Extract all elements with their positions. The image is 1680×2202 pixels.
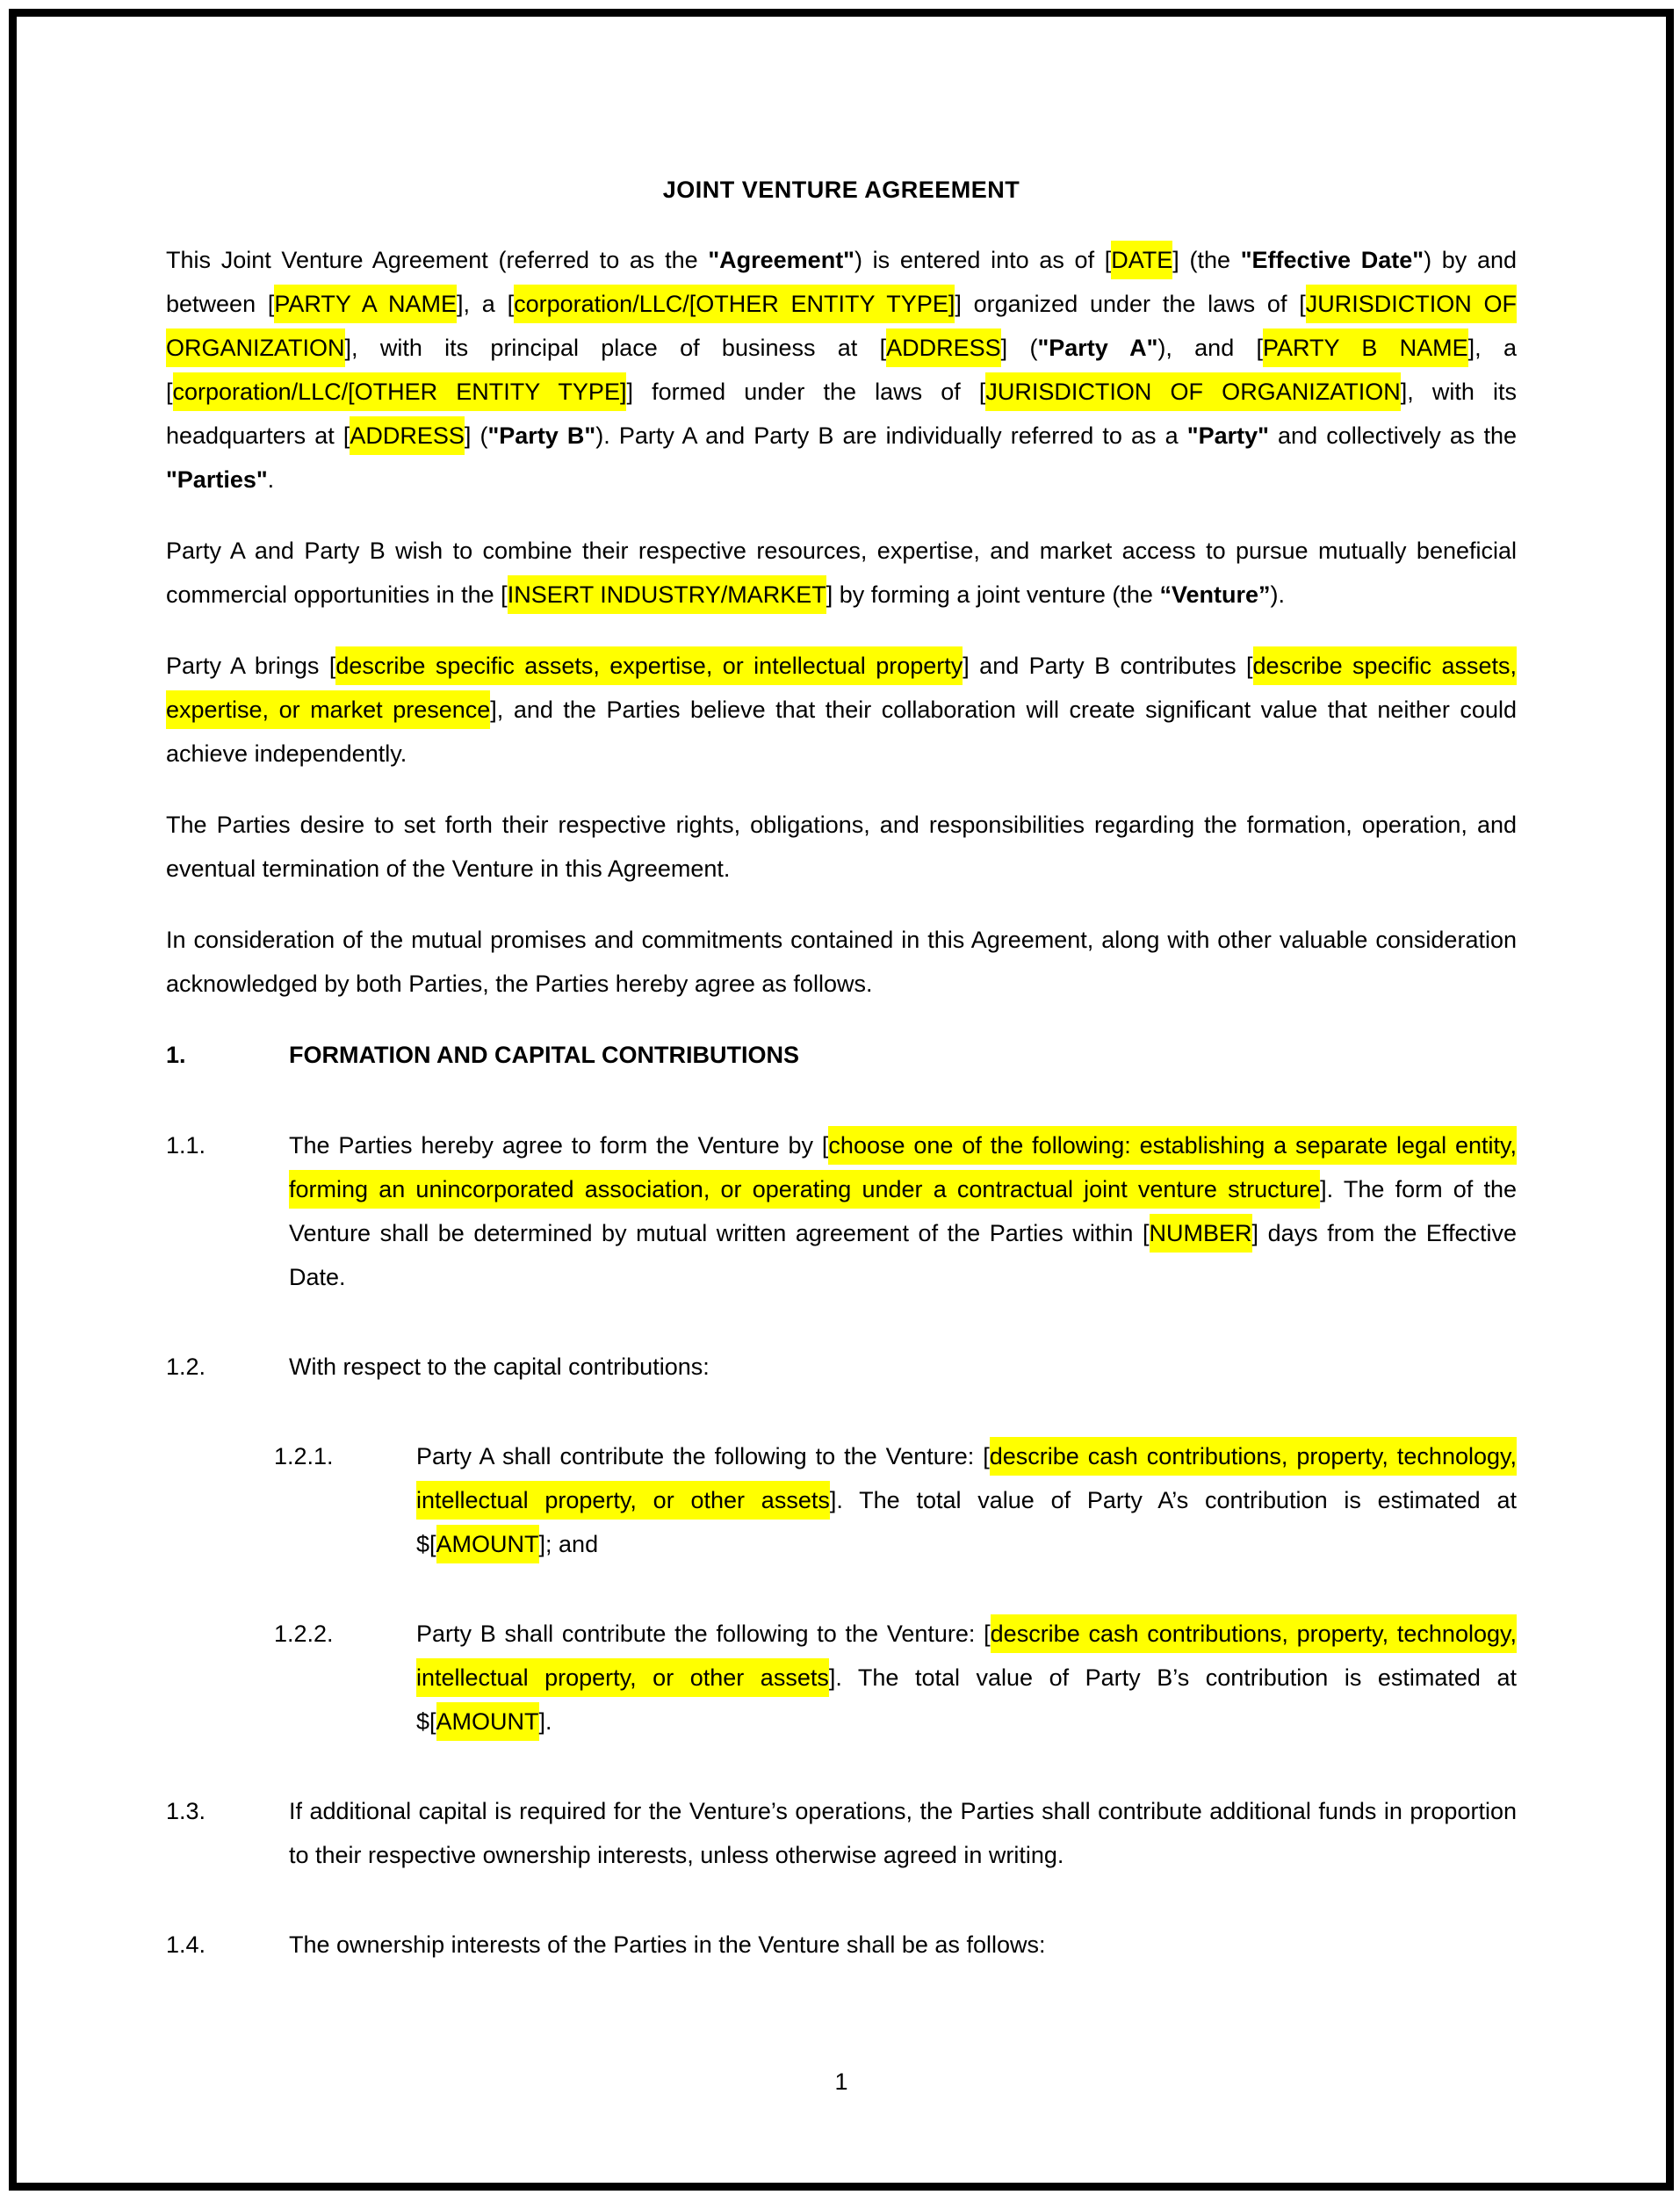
placeholder-highlight: PARTY B NAME <box>1263 328 1468 367</box>
text-run: ] by forming a joint venture (the <box>826 581 1160 608</box>
text-run: ). <box>1270 581 1285 608</box>
placeholder-highlight: INSERT INDUSTRY/MARKET <box>508 575 826 614</box>
document-content <box>17 17 1666 2183</box>
text-run: ]; and <box>538 1531 599 1557</box>
text-run: ]. The form of the Venture shall be determined by mutual written agreement of the Parties within [ <box>289 1176 1517 1246</box>
intro-paragraph <box>166 238 1517 502</box>
text-run: ], and the Parties believe that their collaboration will create significant value that neither could achieve independently. <box>166 697 1517 767</box>
text-run: ] days from the Effective Date. <box>289 1220 1517 1290</box>
clause-1-2-1 <box>166 1434 1517 1566</box>
clause-text <box>289 1345 1517 1389</box>
page-number: 1 <box>834 2068 848 2095</box>
text-run: FORMATION AND CAPITAL CONTRIBUTIONS <box>289 1042 799 1068</box>
text-run: . <box>267 466 275 493</box>
text-run: The ownership interests of the Parties in the Venture shall be as follows: <box>289 1931 1046 1958</box>
text-run: "Parties" <box>166 466 268 493</box>
text-run: ) is entered into as of [ <box>854 247 1112 273</box>
text-run: ] ( <box>1000 335 1038 361</box>
text-run: ). Party A and Party B are individually referred to as a <box>595 422 1187 449</box>
placeholder-highlight: choose one of the following: establishing a separate legal entity, forming an unincorporated association, or operating under a contractual joint venture structure <box>289 1126 1517 1209</box>
clause-number: 1.4. <box>166 1931 206 1958</box>
text-run: ] and Party B contributes [ <box>963 653 1253 679</box>
clause-1-1 <box>166 1123 1517 1299</box>
recital-desire <box>166 803 1517 891</box>
clause-text <box>416 1434 1517 1566</box>
text-run: With respect to the capital contributions: <box>289 1354 710 1380</box>
recital-purpose <box>166 529 1517 617</box>
text-run: ]. The total value of Party B’s contribution is estimated at $[ <box>416 1664 1517 1735</box>
text-run: ], a [ <box>457 291 515 317</box>
clause-text <box>289 1923 1517 1967</box>
text-run: The Parties hereby agree to form the Venture by [ <box>289 1132 829 1159</box>
text-run: ]. <box>538 1708 552 1735</box>
text-run: "Effective Date" <box>1240 247 1424 273</box>
placeholder-highlight: corporation/LLC/[OTHER ENTITY TYPE] <box>173 372 627 411</box>
text-run: Party B shall contribute the following to the Venture: [ <box>416 1621 991 1647</box>
text-run: ] ( <box>464 422 488 449</box>
text-run: Party A brings [ <box>166 653 336 679</box>
placeholder-highlight: corporation/LLC/[OTHER ENTITY TYPE] <box>514 285 955 323</box>
text-run: "Agreement" <box>708 247 854 273</box>
clause-text <box>289 1789 1517 1877</box>
placeholder-highlight: PARTY A NAME <box>274 285 457 323</box>
text-run: ], with its headquarters at [ <box>166 379 1517 449</box>
placeholder-highlight: JURISDICTION OF ORGANIZATION <box>985 372 1400 411</box>
placeholder-highlight: describe cash contributions, property, technology, intellectual property, or other assets <box>416 1437 1517 1520</box>
text-run: "Party A" <box>1037 335 1158 361</box>
placeholder-highlight: AMOUNT <box>436 1525 539 1563</box>
placeholder-highlight: AMOUNT <box>436 1702 539 1741</box>
placeholder-highlight: ADDRESS <box>886 328 1001 367</box>
section-1-heading <box>166 1033 1517 1077</box>
clause-1-2 <box>166 1345 1517 1389</box>
recital-contributions <box>166 644 1517 776</box>
text-run: ]. The total value of Party A’s contribution is estimated at $[ <box>416 1487 1518 1557</box>
clause-text <box>289 1123 1517 1299</box>
text-run: ) by and between [ <box>166 247 1518 317</box>
text-run: ] (the <box>1172 247 1241 273</box>
placeholder-highlight: DATE <box>1111 241 1172 279</box>
text-run: ] formed under the laws of [ <box>626 379 986 405</box>
clause-number: 1. <box>166 1042 186 1068</box>
placeholder-highlight: describe specific assets, expertise, or intellectual property <box>335 646 963 685</box>
text-run: This Joint Venture Agreement (referred to as the <box>166 247 709 273</box>
clause-number: 1.2.2. <box>274 1621 334 1647</box>
placeholder-highlight: ADDRESS <box>350 416 465 455</box>
recital-consideration <box>166 918 1517 1006</box>
page-border-frame <box>9 9 1674 2191</box>
clause-text <box>289 1033 1517 1077</box>
clause-1-2-2 <box>166 1612 1517 1744</box>
clause-text <box>416 1612 1517 1744</box>
placeholder-highlight: describe specific assets, expertise, or market presence <box>166 646 1517 729</box>
clause-number: 1.1. <box>166 1132 206 1159</box>
text-run: In consideration of the mutual promises and commitments contained in this Agreement, along with other valuable consideration acknowledged by both Parties, the Parties hereby agree as follows. <box>166 927 1517 997</box>
text-run: ], a [ <box>166 335 1517 405</box>
text-run: ], with its principal place of business at [ <box>344 335 887 361</box>
placeholder-highlight: JURISDICTION OF ORGANIZATION <box>166 285 1517 367</box>
text-run: If additional capital is required for the Venture’s operations, the Parties shall contribute additional funds in proportion to their respective ownership interests, unless otherwise agreed in writing. <box>289 1798 1517 1868</box>
clause-number: 1.2.1. <box>274 1443 334 1469</box>
placeholder-highlight: describe cash contributions, property, technology, intellectual property, or other assets <box>416 1614 1517 1697</box>
document-title: JOINT VENTURE AGREEMENT <box>662 177 1020 203</box>
placeholder-highlight: NUMBER <box>1150 1214 1252 1253</box>
clause-number: 1.3. <box>166 1798 206 1824</box>
clause-number: 1.2. <box>166 1354 206 1380</box>
document-body <box>166 238 1517 1967</box>
text-run: "Party B" <box>487 422 596 449</box>
text-run: “Venture” <box>1159 581 1271 608</box>
text-run: ), and [ <box>1157 335 1264 361</box>
clause-1-3 <box>166 1789 1517 1877</box>
clause-1-4 <box>166 1923 1517 1967</box>
text-run: The Parties desire to set forth their respective rights, obligations, and responsibilities regarding the formation, operation, and eventual termination of the Venture in this Agreement. <box>166 812 1517 882</box>
text-run: Party A and Party B wish to combine their respective resources, expertise, and market access to pursue mutually beneficial commercial opportunities in the [ <box>166 538 1517 608</box>
text-run: ] organized under the laws of [ <box>955 291 1306 317</box>
text-run: and collectively as the <box>1268 422 1517 449</box>
text-run: Party A shall contribute the following to the Venture: [ <box>416 1443 990 1469</box>
text-run: "Party" <box>1186 422 1269 449</box>
